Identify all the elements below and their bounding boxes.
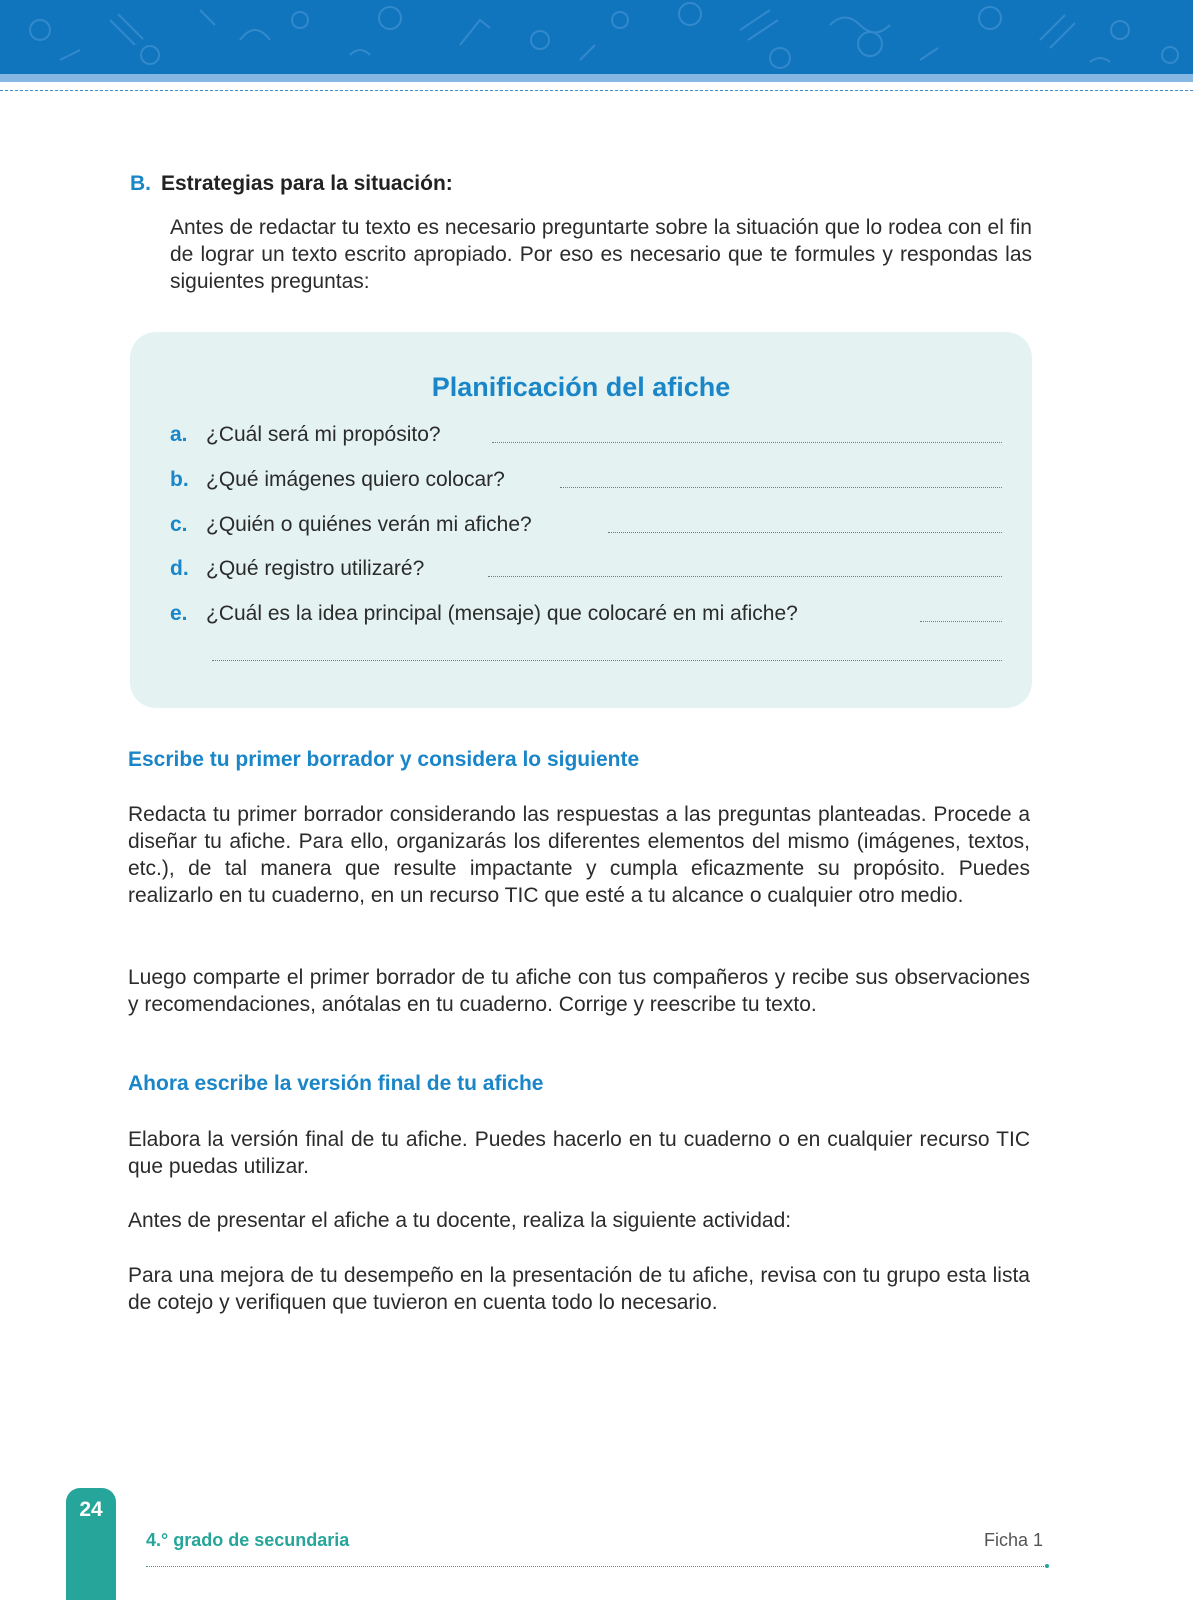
page-number-tab: [66, 1488, 116, 1600]
section-b-letter: B.: [130, 172, 151, 195]
footer-dotted-line: [146, 1566, 1046, 1567]
answer-line-e[interactable]: [920, 621, 1002, 622]
draft-paragraph-1: Redacta tu primer borrador considerando las respuestas a las preguntas planteadas. Procede a diseñar tu afiche. Para ello, organizarás los diferentes elementos del mismo (imágenes, textos, etc.), de tal manera que resulte impactante y cumpla eficazmente su propósito. Puedes realizarlo en tu cuaderno, en un recurso TIC que esté a tu alcance o cualquier otro medio.: [128, 803, 1030, 907]
section-b-intro: Antes de redactar tu texto es necesario preguntarte sobre la situación que lo rodea con el fin de lograr un texto escrito apropiado. Por eso es necesario que te formules y respondas las siguientes preguntas:: [170, 216, 1032, 293]
planning-question-d: d. ¿Qué registro utilizaré?: [170, 557, 425, 580]
planning-question-b: b. ¿Qué imágenes quiero colocar?: [170, 468, 505, 491]
answer-line-b[interactable]: [560, 487, 1002, 488]
planning-box: [130, 332, 1032, 708]
planning-question-e: e. ¿Cuál es la idea principal (mensaje) que colocaré en mi afiche?: [170, 602, 798, 625]
draft-heading: Escribe tu primer borrador y considera lo siguiente: [128, 748, 640, 771]
answer-line-c[interactable]: [608, 532, 1002, 533]
page-number: 24: [79, 1498, 103, 1521]
answer-line-d[interactable]: [488, 576, 1002, 577]
final-paragraph-1: Elabora la versión final de tu afiche. Puedes hacerlo en tu cuaderno o en cualquier recurso TIC que puedas utilizar.: [128, 1128, 1030, 1178]
planning-question-a: a. ¿Cuál será mi propósito?: [170, 423, 441, 446]
answer-line-e-continued[interactable]: [212, 660, 1002, 661]
final-heading: Ahora escribe la versión final de tu afiche: [128, 1072, 544, 1095]
planning-question-c: c. ¿Quién o quiénes verán mi afiche?: [170, 513, 532, 536]
answer-line-a[interactable]: [492, 442, 1002, 443]
top-banner: [0, 0, 1193, 74]
planning-title: Planificación del afiche: [431, 372, 731, 402]
banner-doodle-pattern: [0, 0, 1193, 74]
final-paragraph-3: Para una mejora de tu desempeño en la presentación de tu afiche, revisa con tu grupo esta lista de cotejo y verifiquen que tuvieron en cuenta todo lo necesario.: [128, 1264, 1030, 1314]
top-stripe: [0, 74, 1193, 82]
section-b-title: Estrategias para la situación:: [161, 172, 453, 195]
draft-paragraph-2: Luego comparte el primer borrador de tu afiche con tus compañeros y recibe sus observaciones y recomendaciones, anótalas en tu cuaderno. Corrige y reescribe tu texto.: [128, 966, 1030, 1016]
final-paragraph-2: Antes de presentar el afiche a tu docente, realiza la siguiente actividad:: [128, 1209, 792, 1232]
footer-ficha: Ficha 1: [984, 1530, 1044, 1550]
footer-dot: [1045, 1564, 1049, 1568]
section-b-heading: [130, 172, 453, 196]
top-dashed-divider: [0, 90, 1193, 91]
footer-grade: 4.° grado de secundaria: [146, 1530, 350, 1550]
